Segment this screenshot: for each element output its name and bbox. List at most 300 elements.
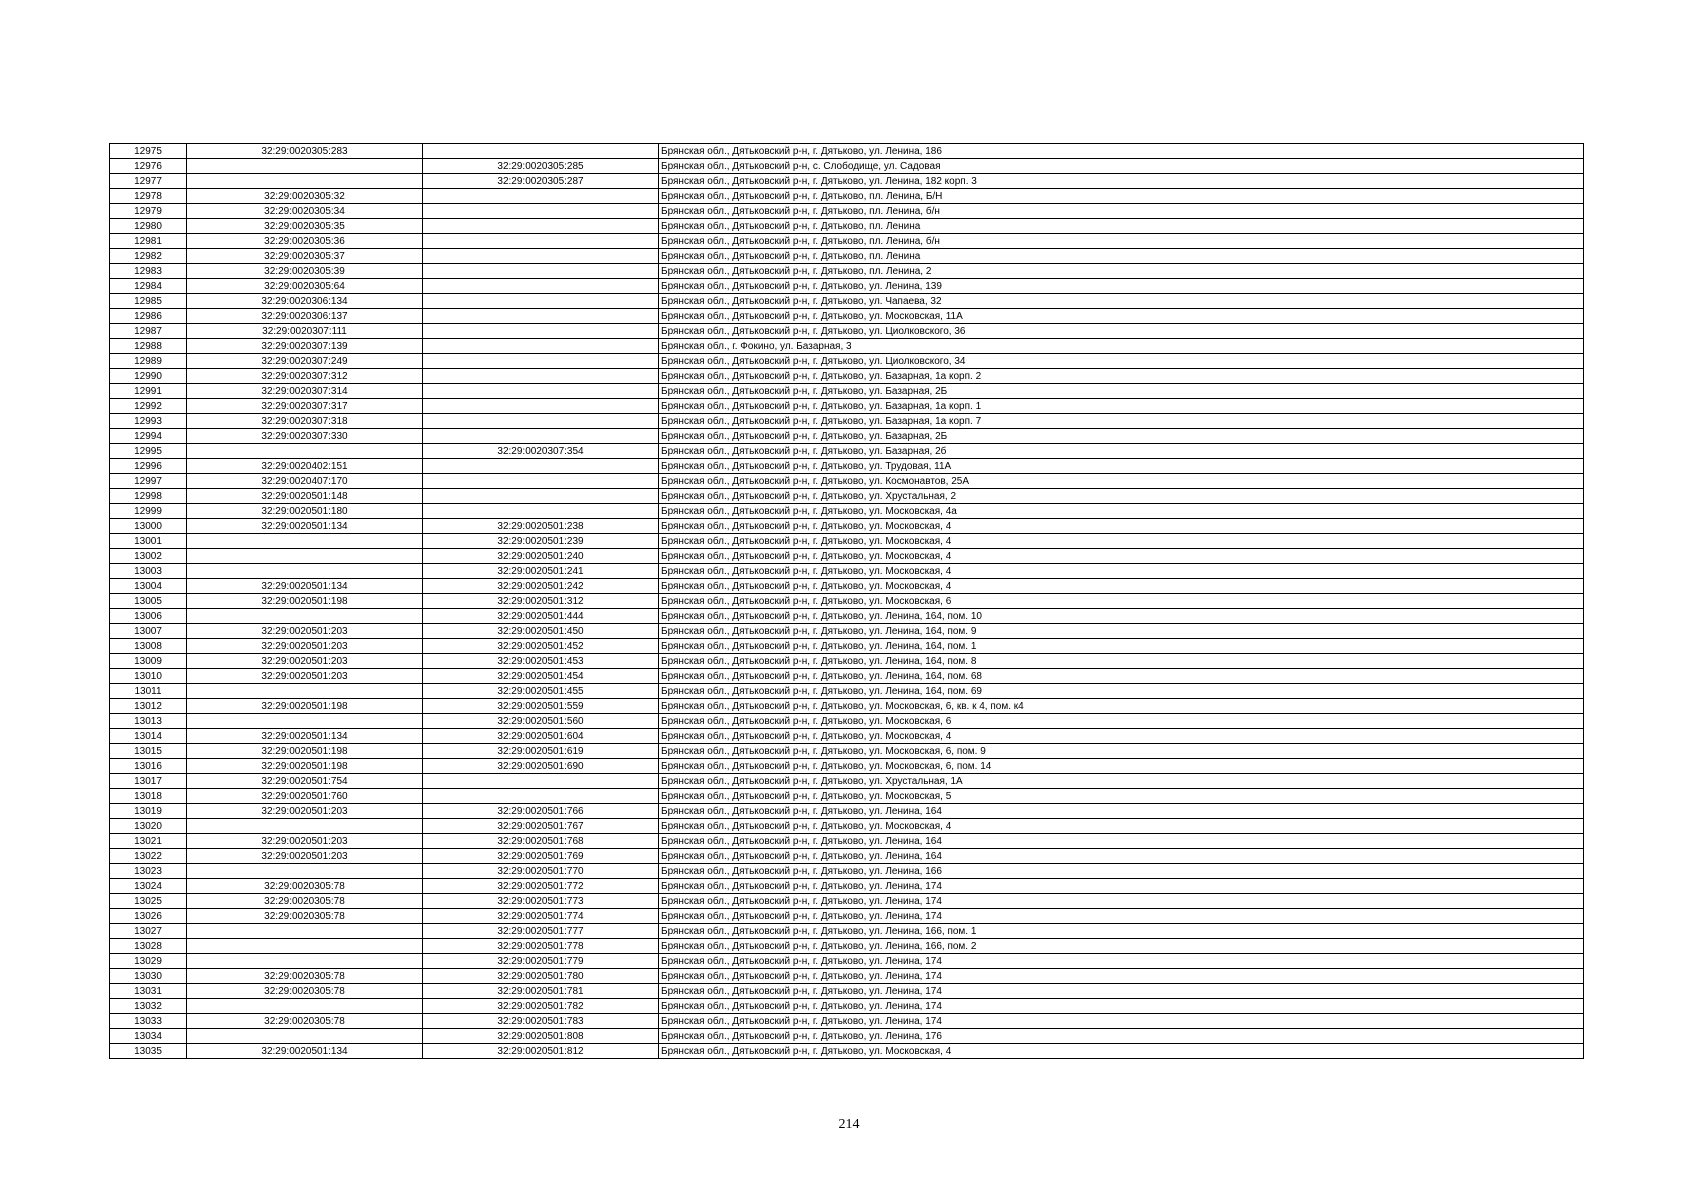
address-cell: Брянская обл., Дятьковский р-н, г. Дятьково, пл. Ленина, б/н — [659, 204, 1584, 219]
table-row — [110, 429, 1584, 444]
parent-cadastral-number-cell: 32:29:0020501:134 — [187, 729, 423, 744]
cadastral-number-cell — [423, 384, 659, 399]
address-cell: Брянская обл., Дятьковский р-н, г. Дятьково, ул. Космонавтов, 25А — [659, 474, 1584, 489]
row-number-cell: 13018 — [110, 789, 187, 804]
table-row — [110, 969, 1584, 984]
address-cell: Брянская обл., Дятьковский р-н, г. Дятьково, пл. Ленина, б/н — [659, 234, 1584, 249]
row-number-cell: 12995 — [110, 444, 187, 459]
address-cell: Брянская обл., Дятьковский р-н, г. Дятьково, ул. Ленина, 174 — [659, 879, 1584, 894]
table-row — [110, 564, 1584, 579]
parent-cadastral-number-cell: 32:29:0020501:134 — [187, 519, 423, 534]
parent-cadastral-number-cell: 32:29:0020306:134 — [187, 294, 423, 309]
parent-cadastral-number-cell — [187, 1029, 423, 1044]
table-row — [110, 354, 1584, 369]
parent-cadastral-number-cell: 32:29:0020501:203 — [187, 669, 423, 684]
row-number-cell: 13023 — [110, 864, 187, 879]
parent-cadastral-number-cell — [187, 444, 423, 459]
address-cell: Брянская обл., Дятьковский р-н, г. Дятьково, ул. Базарная, 1а корп. 7 — [659, 414, 1584, 429]
cadastral-number-cell — [423, 339, 659, 354]
table-row — [110, 399, 1584, 414]
address-cell: Брянская обл., Дятьковский р-н, г. Дятьково, ул. Ленина, 164, пом. 10 — [659, 609, 1584, 624]
address-cell: Брянская обл., Дятьковский р-н, г. Дятьково, ул. Ленина, 166, пом. 2 — [659, 939, 1584, 954]
table-row — [110, 654, 1584, 669]
parent-cadastral-number-cell: 32:29:0020501:198 — [187, 699, 423, 714]
address-cell: Брянская обл., Дятьковский р-н, г. Дятьково, ул. Ленина, 166, пом. 1 — [659, 924, 1584, 939]
table-row — [110, 534, 1584, 549]
row-number-cell: 13017 — [110, 774, 187, 789]
cadastral-number-cell — [423, 279, 659, 294]
cadastral-number-cell — [423, 204, 659, 219]
table-row — [110, 684, 1584, 699]
parent-cadastral-number-cell: 32:29:0020305:78 — [187, 894, 423, 909]
row-number-cell: 13002 — [110, 549, 187, 564]
row-number-cell: 13020 — [110, 819, 187, 834]
registry-table-body — [110, 144, 1584, 1059]
table-row — [110, 819, 1584, 834]
row-number-cell: 12989 — [110, 354, 187, 369]
parent-cadastral-number-cell: 32:29:0020501:180 — [187, 504, 423, 519]
address-cell: Брянская обл., Дятьковский р-н, г. Дятьково, ул. Московская, 4 — [659, 1044, 1584, 1059]
cadastral-number-cell: 32:29:0020501:778 — [423, 939, 659, 954]
table-row — [110, 489, 1584, 504]
table-row — [110, 339, 1584, 354]
address-cell: Брянская обл., Дятьковский р-н, г. Дятьково, ул. Ленина, 174 — [659, 1014, 1584, 1029]
parent-cadastral-number-cell: 32:29:0020305:36 — [187, 234, 423, 249]
table-row — [110, 714, 1584, 729]
cadastral-number-cell: 32:29:0020501:774 — [423, 909, 659, 924]
cadastral-number-cell: 32:29:0020307:354 — [423, 444, 659, 459]
address-cell: Брянская обл., Дятьковский р-н, г. Дятьково, ул. Ленина, 164, пом. 9 — [659, 624, 1584, 639]
table-row — [110, 264, 1584, 279]
cadastral-number-cell — [423, 504, 659, 519]
row-number-cell: 13011 — [110, 684, 187, 699]
address-cell: Брянская обл., Дятьковский р-н, г. Дятьково, ул. Ленина, 176 — [659, 1029, 1584, 1044]
row-number-cell: 13019 — [110, 804, 187, 819]
parent-cadastral-number-cell: 32:29:0020307:330 — [187, 429, 423, 444]
table-row — [110, 894, 1584, 909]
row-number-cell: 12982 — [110, 249, 187, 264]
table-row — [110, 909, 1584, 924]
parent-cadastral-number-cell: 32:29:0020305:78 — [187, 879, 423, 894]
parent-cadastral-number-cell: 32:29:0020501:203 — [187, 624, 423, 639]
address-cell: Брянская обл., Дятьковский р-н, г. Дятьково, ул. Ленина, 164 — [659, 849, 1584, 864]
address-cell: Брянская обл., Дятьковский р-н, г. Дятьково, ул. Московская, 6, пом. 14 — [659, 759, 1584, 774]
table-row — [110, 864, 1584, 879]
table-row — [110, 669, 1584, 684]
cadastral-number-cell: 32:29:0020501:782 — [423, 999, 659, 1014]
row-number-cell: 12975 — [110, 144, 187, 159]
cadastral-number-cell — [423, 789, 659, 804]
cadastral-number-cell — [423, 369, 659, 384]
cadastral-number-cell: 32:29:0020501:766 — [423, 804, 659, 819]
parent-cadastral-number-cell — [187, 939, 423, 954]
row-number-cell: 13004 — [110, 579, 187, 594]
table-row — [110, 174, 1584, 189]
parent-cadastral-number-cell — [187, 924, 423, 939]
table-row — [110, 639, 1584, 654]
cadastral-number-cell: 32:29:0020501:773 — [423, 894, 659, 909]
parent-cadastral-number-cell — [187, 864, 423, 879]
table-row — [110, 204, 1584, 219]
row-number-cell: 12977 — [110, 174, 187, 189]
cadastral-number-cell — [423, 219, 659, 234]
cadastral-number-cell: 32:29:0020501:780 — [423, 969, 659, 984]
table-row — [110, 384, 1584, 399]
address-cell: Брянская обл., Дятьковский р-н, г. Дятьково, ул. Московская, 4 — [659, 819, 1584, 834]
parent-cadastral-number-cell: 32:29:0020305:34 — [187, 204, 423, 219]
cadastral-number-cell: 32:29:0020501:241 — [423, 564, 659, 579]
table-row — [110, 849, 1584, 864]
address-cell: Брянская обл., Дятьковский р-н, г. Дятьково, ул. Ленина, 174 — [659, 999, 1584, 1014]
table-row — [110, 954, 1584, 969]
row-number-cell: 13009 — [110, 654, 187, 669]
address-cell: Брянская обл., Дятьковский р-н, г. Дятьково, ул. Циолковского, 34 — [659, 354, 1584, 369]
table-row — [110, 834, 1584, 849]
table-row — [110, 984, 1584, 999]
table-row — [110, 939, 1584, 954]
table-row — [110, 804, 1584, 819]
address-cell: Брянская обл., Дятьковский р-н, г. Дятьково, ул. Ленина, 186 — [659, 144, 1584, 159]
cadastral-number-cell: 32:29:0020501:604 — [423, 729, 659, 744]
cadastral-number-cell — [423, 459, 659, 474]
row-number-cell: 13031 — [110, 984, 187, 999]
parent-cadastral-number-cell: 32:29:0020501:134 — [187, 1044, 423, 1059]
address-cell: Брянская обл., Дятьковский р-н, г. Дятьково, ул. Ленина, 164 — [659, 804, 1584, 819]
address-cell: Брянская обл., Дятьковский р-н, г. Дятьково, ул. Ленина, 164 — [659, 834, 1584, 849]
parent-cadastral-number-cell: 32:29:0020305:78 — [187, 909, 423, 924]
address-cell: Брянская обл., Дятьковский р-н, г. Дятьково, ул. Московская, 6 — [659, 714, 1584, 729]
table-row — [110, 324, 1584, 339]
address-cell: Брянская обл., Дятьковский р-н, г. Дятьково, ул. Московская, 4 — [659, 534, 1584, 549]
row-number-cell: 12981 — [110, 234, 187, 249]
parent-cadastral-number-cell: 32:29:0020501:148 — [187, 489, 423, 504]
table-row — [110, 1014, 1584, 1029]
parent-cadastral-number-cell: 32:29:0020305:32 — [187, 189, 423, 204]
cadastral-number-cell: 32:29:0020501:772 — [423, 879, 659, 894]
parent-cadastral-number-cell — [187, 954, 423, 969]
row-number-cell: 13015 — [110, 744, 187, 759]
cadastral-number-cell: 32:29:0020305:285 — [423, 159, 659, 174]
address-cell: Брянская обл., Дятьковский р-н, г. Дятьково, ул. Московская, 6, пом. 9 — [659, 744, 1584, 759]
row-number-cell: 12976 — [110, 159, 187, 174]
address-cell: Брянская обл., Дятьковский р-н, г. Дятьково, ул. Ленина, 164, пом. 69 — [659, 684, 1584, 699]
parent-cadastral-number-cell: 32:29:0020305:78 — [187, 969, 423, 984]
parent-cadastral-number-cell: 32:29:0020307:312 — [187, 369, 423, 384]
parent-cadastral-number-cell: 32:29:0020501:754 — [187, 774, 423, 789]
address-cell: Брянская обл., Дятьковский р-н, г. Дятьково, ул. Ленина, 174 — [659, 894, 1584, 909]
parent-cadastral-number-cell: 32:29:0020305:78 — [187, 1014, 423, 1029]
row-number-cell: 12997 — [110, 474, 187, 489]
table-row — [110, 444, 1584, 459]
cadastral-number-cell — [423, 489, 659, 504]
parent-cadastral-number-cell: 32:29:0020307:314 — [187, 384, 423, 399]
address-cell: Брянская обл., Дятьковский р-н, г. Дятьково, ул. Циолковского, 36 — [659, 324, 1584, 339]
table-row — [110, 789, 1584, 804]
address-cell: Брянская обл., Дятьковский р-н, г. Дятьково, ул. Московская, 6 — [659, 594, 1584, 609]
address-cell: Брянская обл., Дятьковский р-н, г. Дятьково, ул. Ленина, 139 — [659, 279, 1584, 294]
cadastral-number-cell: 32:29:0020501:242 — [423, 579, 659, 594]
row-number-cell: 13034 — [110, 1029, 187, 1044]
parent-cadastral-number-cell: 32:29:0020501:203 — [187, 804, 423, 819]
table-row — [110, 879, 1584, 894]
address-cell: Брянская обл., Дятьковский р-н, г. Дятьково, ул. Базарная, 1а корп. 2 — [659, 369, 1584, 384]
parent-cadastral-number-cell: 32:29:0020307:318 — [187, 414, 423, 429]
address-cell: Брянская обл., г. Фокино, ул. Базарная, 3 — [659, 339, 1584, 354]
address-cell: Брянская обл., Дятьковский р-н, г. Дятьково, ул. Московская, 11А — [659, 309, 1584, 324]
cadastral-number-cell: 32:29:0020501:781 — [423, 984, 659, 999]
row-number-cell: 13008 — [110, 639, 187, 654]
table-row — [110, 699, 1584, 714]
cadastral-number-cell — [423, 234, 659, 249]
cadastral-number-cell — [423, 414, 659, 429]
address-cell: Брянская обл., Дятьковский р-н, г. Дятьково, ул. Базарная, 2Б — [659, 429, 1584, 444]
table-row — [110, 459, 1584, 474]
parent-cadastral-number-cell: 32:29:0020407:170 — [187, 474, 423, 489]
address-cell: Брянская обл., Дятьковский р-н, г. Дятьково, ул. Ленина, 174 — [659, 969, 1584, 984]
table-row — [110, 474, 1584, 489]
cadastral-number-cell: 32:29:0020501:239 — [423, 534, 659, 549]
cadastral-number-cell — [423, 249, 659, 264]
cadastral-number-cell: 32:29:0020501:770 — [423, 864, 659, 879]
parent-cadastral-number-cell: 32:29:0020307:139 — [187, 339, 423, 354]
row-number-cell: 13029 — [110, 954, 187, 969]
row-number-cell: 13022 — [110, 849, 187, 864]
parent-cadastral-number-cell: 32:29:0020501:198 — [187, 759, 423, 774]
row-number-cell: 13000 — [110, 519, 187, 534]
row-number-cell: 13021 — [110, 834, 187, 849]
parent-cadastral-number-cell: 32:29:0020402:151 — [187, 459, 423, 474]
table-row — [110, 594, 1584, 609]
address-cell: Брянская обл., Дятьковский р-н, г. Дятьково, пл. Ленина — [659, 249, 1584, 264]
page-number: 214 — [838, 1117, 860, 1132]
parent-cadastral-number-cell: 32:29:0020307:111 — [187, 324, 423, 339]
parent-cadastral-number-cell — [187, 564, 423, 579]
address-cell: Брянская обл., Дятьковский р-н, г. Дятьково, ул. Московская, 4 — [659, 564, 1584, 579]
row-number-cell: 12991 — [110, 384, 187, 399]
table-row — [110, 144, 1584, 159]
cadastral-number-cell: 32:29:0020501:450 — [423, 624, 659, 639]
cadastral-number-cell: 32:29:0020501:559 — [423, 699, 659, 714]
row-number-cell: 13035 — [110, 1044, 187, 1059]
row-number-cell: 13001 — [110, 534, 187, 549]
row-number-cell: 13005 — [110, 594, 187, 609]
cadastral-number-cell: 32:29:0020501:619 — [423, 744, 659, 759]
address-cell: Брянская обл., Дятьковский р-н, с. Слободище, ул. Садовая — [659, 159, 1584, 174]
cadastral-number-cell — [423, 429, 659, 444]
parent-cadastral-number-cell: 32:29:0020501:760 — [187, 789, 423, 804]
row-number-cell: 13006 — [110, 609, 187, 624]
address-cell: Брянская обл., Дятьковский р-н, г. Дятьково, ул. Трудовая, 11А — [659, 459, 1584, 474]
parent-cadastral-number-cell — [187, 159, 423, 174]
address-cell: Брянская обл., Дятьковский р-н, г. Дятьково, пл. Ленина — [659, 219, 1584, 234]
row-number-cell: 13024 — [110, 879, 187, 894]
table-row — [110, 279, 1584, 294]
table-row — [110, 519, 1584, 534]
row-number-cell: 13027 — [110, 924, 187, 939]
address-cell: Брянская обл., Дятьковский р-н, г. Дятьково, ул. Чапаева, 32 — [659, 294, 1584, 309]
parent-cadastral-number-cell: 32:29:0020501:203 — [187, 849, 423, 864]
parent-cadastral-number-cell: 32:29:0020501:203 — [187, 654, 423, 669]
row-number-cell: 12980 — [110, 219, 187, 234]
registry-table — [109, 143, 1584, 1059]
table-row — [110, 309, 1584, 324]
cadastral-number-cell: 32:29:0020501:768 — [423, 834, 659, 849]
row-number-cell: 13013 — [110, 714, 187, 729]
row-number-cell: 12998 — [110, 489, 187, 504]
row-number-cell: 12984 — [110, 279, 187, 294]
parent-cadastral-number-cell: 32:29:0020501:203 — [187, 639, 423, 654]
table-row — [110, 549, 1584, 564]
row-number-cell: 13028 — [110, 939, 187, 954]
address-cell: Брянская обл., Дятьковский р-н, г. Дятьково, ул. Московская, 4 — [659, 579, 1584, 594]
cadastral-number-cell: 32:29:0020501:240 — [423, 549, 659, 564]
parent-cadastral-number-cell — [187, 684, 423, 699]
table-row — [110, 369, 1584, 384]
table-row — [110, 759, 1584, 774]
address-cell: Брянская обл., Дятьковский р-н, г. Дятьково, ул. Ленина, 174 — [659, 954, 1584, 969]
row-number-cell: 12986 — [110, 309, 187, 324]
table-row — [110, 249, 1584, 264]
cadastral-number-cell: 32:29:0020501:238 — [423, 519, 659, 534]
row-number-cell: 12990 — [110, 369, 187, 384]
address-cell: Брянская обл., Дятьковский р-н, г. Дятьково, ул. Московская, 4 — [659, 549, 1584, 564]
address-cell: Брянская обл., Дятьковский р-н, г. Дятьково, ул. Московская, 5 — [659, 789, 1584, 804]
parent-cadastral-number-cell: 32:29:0020501:198 — [187, 594, 423, 609]
table-row — [110, 609, 1584, 624]
table-row — [110, 744, 1584, 759]
table-row — [110, 234, 1584, 249]
cadastral-number-cell: 32:29:0020501:769 — [423, 849, 659, 864]
address-cell: Брянская обл., Дятьковский р-н, г. Дятьково, ул. Ленина, 164, пом. 8 — [659, 654, 1584, 669]
row-number-cell: 13010 — [110, 669, 187, 684]
parent-cadastral-number-cell: 32:29:0020501:198 — [187, 744, 423, 759]
row-number-cell: 12992 — [110, 399, 187, 414]
table-row — [110, 294, 1584, 309]
parent-cadastral-number-cell: 32:29:0020307:317 — [187, 399, 423, 414]
row-number-cell: 12985 — [110, 294, 187, 309]
parent-cadastral-number-cell — [187, 714, 423, 729]
table-row — [110, 579, 1584, 594]
parent-cadastral-number-cell: 32:29:0020305:64 — [187, 279, 423, 294]
table-row — [110, 774, 1584, 789]
parent-cadastral-number-cell: 32:29:0020305:78 — [187, 984, 423, 999]
row-number-cell: 13016 — [110, 759, 187, 774]
cadastral-number-cell: 32:29:0020501:444 — [423, 609, 659, 624]
parent-cadastral-number-cell: 32:29:0020501:203 — [187, 834, 423, 849]
address-cell: Брянская обл., Дятьковский р-н, г. Дятьково, ул. Хрустальная, 2 — [659, 489, 1584, 504]
row-number-cell: 13012 — [110, 699, 187, 714]
cadastral-number-cell: 32:29:0020501:560 — [423, 714, 659, 729]
row-number-cell: 12988 — [110, 339, 187, 354]
address-cell: Брянская обл., Дятьковский р-н, г. Дятьково, ул. Московская, 4 — [659, 729, 1584, 744]
address-cell: Брянская обл., Дятьковский р-н, г. Дятьково, пл. Ленина, Б/Н — [659, 189, 1584, 204]
cadastral-number-cell: 32:29:0020501:452 — [423, 639, 659, 654]
address-cell: Брянская обл., Дятьковский р-н, г. Дятьково, ул. Ленина, 182 корп. 3 — [659, 174, 1584, 189]
parent-cadastral-number-cell — [187, 999, 423, 1014]
cadastral-number-cell — [423, 774, 659, 789]
cadastral-number-cell — [423, 399, 659, 414]
cadastral-number-cell — [423, 144, 659, 159]
parent-cadastral-number-cell — [187, 819, 423, 834]
cadastral-number-cell — [423, 264, 659, 279]
cadastral-number-cell: 32:29:0020305:287 — [423, 174, 659, 189]
address-cell: Брянская обл., Дятьковский р-н, г. Дятьково, ул. Московская, 4а — [659, 504, 1584, 519]
cadastral-number-cell — [423, 309, 659, 324]
table-row — [110, 189, 1584, 204]
address-cell: Брянская обл., Дятьковский р-н, г. Дятьково, ул. Ленина, 164, пом. 1 — [659, 639, 1584, 654]
table-row — [110, 729, 1584, 744]
cadastral-number-cell: 32:29:0020501:767 — [423, 819, 659, 834]
cadastral-number-cell: 32:29:0020501:812 — [423, 1044, 659, 1059]
cadastral-number-cell — [423, 294, 659, 309]
row-number-cell: 12999 — [110, 504, 187, 519]
row-number-cell: 13014 — [110, 729, 187, 744]
cadastral-number-cell: 32:29:0020501:454 — [423, 669, 659, 684]
row-number-cell: 12983 — [110, 264, 187, 279]
table-row — [110, 624, 1584, 639]
address-cell: Брянская обл., Дятьковский р-н, г. Дятьково, ул. Ленина, 174 — [659, 909, 1584, 924]
row-number-cell: 12987 — [110, 324, 187, 339]
parent-cadastral-number-cell — [187, 174, 423, 189]
parent-cadastral-number-cell: 32:29:0020305:37 — [187, 249, 423, 264]
row-number-cell: 12978 — [110, 189, 187, 204]
cadastral-number-cell: 32:29:0020501:777 — [423, 924, 659, 939]
row-number-cell: 12993 — [110, 414, 187, 429]
cadastral-number-cell: 32:29:0020501:455 — [423, 684, 659, 699]
table-row — [110, 219, 1584, 234]
cadastral-number-cell: 32:29:0020501:783 — [423, 1014, 659, 1029]
parent-cadastral-number-cell: 32:29:0020307:249 — [187, 354, 423, 369]
row-number-cell: 13032 — [110, 999, 187, 1014]
row-number-cell: 13025 — [110, 894, 187, 909]
parent-cadastral-number-cell: 32:29:0020306:137 — [187, 309, 423, 324]
cadastral-number-cell — [423, 189, 659, 204]
address-cell: Брянская обл., Дятьковский р-н, г. Дятьково, ул. Ленина, 164, пом. 68 — [659, 669, 1584, 684]
address-cell: Брянская обл., Дятьковский р-н, г. Дятьково, ул. Московская, 6, кв. к 4, пом. к4 — [659, 699, 1584, 714]
cadastral-number-cell: 32:29:0020501:312 — [423, 594, 659, 609]
row-number-cell: 12996 — [110, 459, 187, 474]
row-number-cell: 13033 — [110, 1014, 187, 1029]
cadastral-number-cell — [423, 354, 659, 369]
parent-cadastral-number-cell — [187, 609, 423, 624]
table-row — [110, 504, 1584, 519]
row-number-cell: 13030 — [110, 969, 187, 984]
parent-cadastral-number-cell: 32:29:0020305:39 — [187, 264, 423, 279]
address-cell: Брянская обл., Дятьковский р-н, г. Дятьково, ул. Московская, 4 — [659, 519, 1584, 534]
parent-cadastral-number-cell — [187, 534, 423, 549]
row-number-cell: 13003 — [110, 564, 187, 579]
table-row — [110, 924, 1584, 939]
table-row — [110, 159, 1584, 174]
cadastral-number-cell: 32:29:0020501:690 — [423, 759, 659, 774]
cadastral-number-cell: 32:29:0020501:453 — [423, 654, 659, 669]
row-number-cell: 12979 — [110, 204, 187, 219]
address-cell: Брянская обл., Дятьковский р-н, г. Дятьково, ул. Базарная, 1а корп. 1 — [659, 399, 1584, 414]
parent-cadastral-number-cell: 32:29:0020305:283 — [187, 144, 423, 159]
cadastral-number-cell — [423, 474, 659, 489]
table-row — [110, 1044, 1584, 1059]
address-cell: Брянская обл., Дятьковский р-н, г. Дятьково, ул. Ленина, 174 — [659, 984, 1584, 999]
address-cell: Брянская обл., Дятьковский р-н, г. Дятьково, ул. Хрустальная, 1А — [659, 774, 1584, 789]
parent-cadastral-number-cell: 32:29:0020501:134 — [187, 579, 423, 594]
row-number-cell: 13007 — [110, 624, 187, 639]
cadastral-number-cell: 32:29:0020501:779 — [423, 954, 659, 969]
parent-cadastral-number-cell — [187, 549, 423, 564]
table-row — [110, 999, 1584, 1014]
row-number-cell: 12994 — [110, 429, 187, 444]
parent-cadastral-number-cell: 32:29:0020305:35 — [187, 219, 423, 234]
cadastral-number-cell: 32:29:0020501:808 — [423, 1029, 659, 1044]
